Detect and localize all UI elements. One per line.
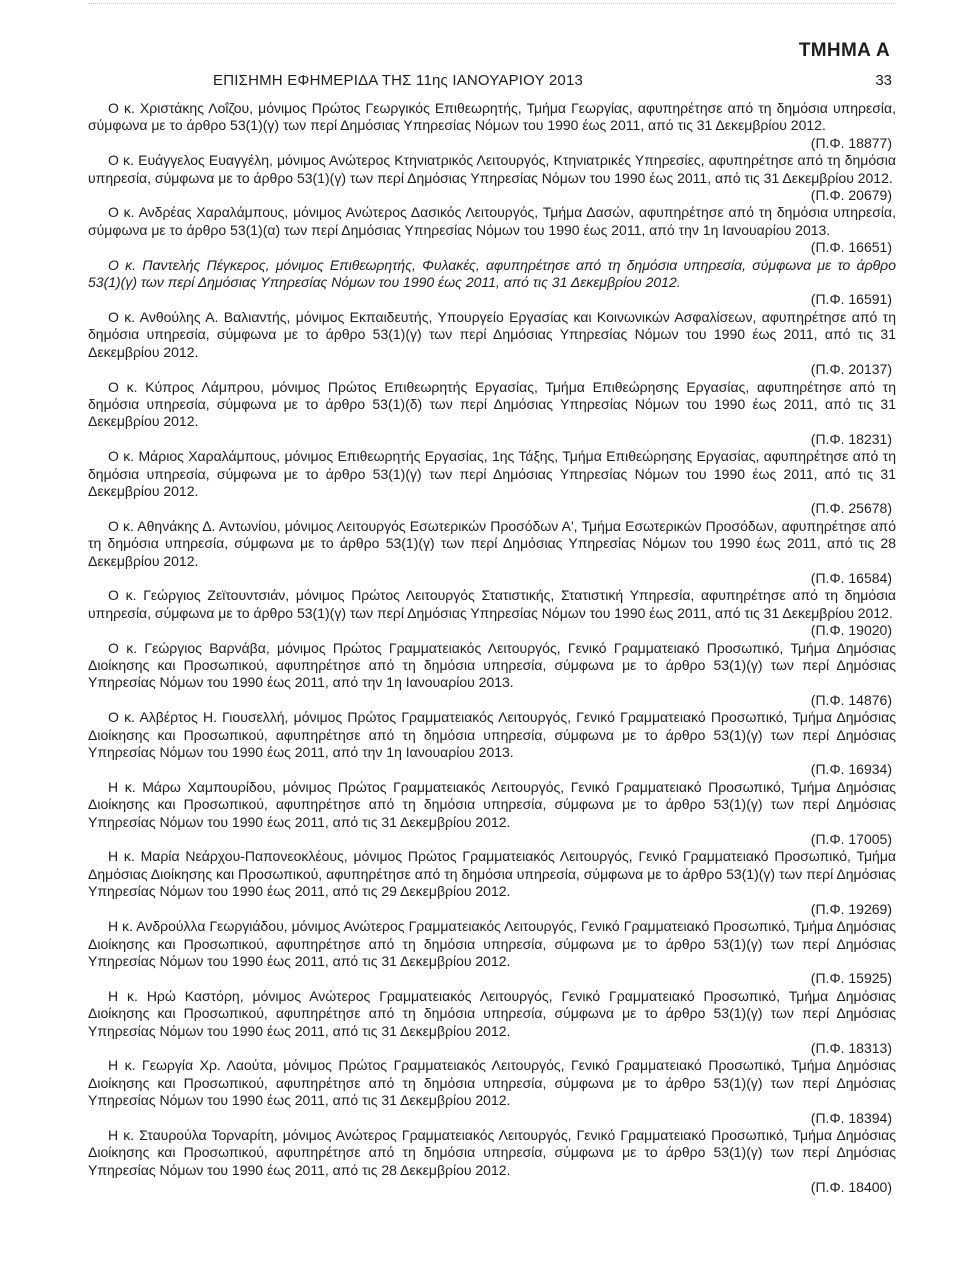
notice-text: Ο κ. Χριστάκης Λοΐζου, μόνιμος Πρώτος Γεωργικός Επιθεωρητής, Τμήμα Γεωργίας, αφυπηρέτησε από τη δημόσια υπηρεσία, σύμφωνα με το άρθρο 53(1)(γ) των περί Δημόσιας Υπηρεσίας Νόμων του 1990 έως 2011, από τις 31 Δεκεμβρίου 2012.	[88, 100, 896, 134]
notice-reference: (Π.Φ. 18313)	[810, 1039, 892, 1056]
notice-text: Η κ. Μαρία Νεάρχου-Παπονεοκλέους, μόνιμος Πρώτος Γραμματειακός Λειτουργός, Γενικό Γραμματειακό Προσωπικό, Τμήμα Δημόσιας Διοίκησης και Προσωπικού, αφυπηρέτησε από τη δημόσια υπηρεσία, σύμφωνα με το άρθρο 53(1)(γ) των περί Δημόσιας Υπηρεσίας Νόμων του 1990 έως 2011, από τις 29 Δεκεμβρίου 2012.	[88, 848, 896, 900]
retirement-notice	[88, 779, 896, 849]
notice-text: Ο κ. Ανθούλης Α. Βαλιαντής, μόνιμος Εκπαιδευτής, Υπουργείο Εργασίας και Κοινωνικών Ασφαλίσεων, αφυπηρέτησε από τη δημόσια υπηρεσία, σύμφωνα με το άρθρο 53(1)(γ) των περί Δημόσιας Υπηρεσίας Νόμων του 1990 έως 2011, από τις 31 Δεκεμβρίου 2012.	[88, 308, 896, 360]
notice-reference: (Π.Φ. 15925)	[810, 970, 892, 987]
notice-reference: (Π.Φ. 16584)	[810, 569, 892, 586]
notice-text: Η κ. Μάρω Χαμπουρίδου, μόνιμος Πρώτος Γραμματειακός Λειτουργός, Γενικό Γραμματειακό Προσωπικό, Τμήμα Δημόσιας Διοίκησης και Προσωπικού, αφυπηρέτησε από τη δημόσια υπηρεσία, σύμφωνα με το άρθρο 53(1)(γ) των περί Δημόσιας Υπηρεσίας Νόμων του 1990 έως 2011, από τις 31 Δεκεμβρίου 2012.	[88, 778, 896, 830]
notice-reference: (Π.Φ. 18877)	[810, 134, 892, 151]
retirement-notice	[88, 257, 896, 309]
retirement-notice	[88, 848, 896, 918]
notice-reference: (Π.Φ. 20679)	[810, 187, 892, 204]
notice-reference: (Π.Φ. 16651)	[810, 239, 892, 256]
retirement-notice	[88, 379, 896, 449]
notice-reference: (Π.Φ. 25678)	[810, 500, 892, 517]
notice-text: Ο κ. Αθηνάκης Δ. Αντωνίου, μόνιμος Λειτουργός Εσωτερικών Προσόδων Α', Τμήμα Εσωτερικών Προσόδων, αφυπηρέτησε από τη δημόσια υπηρεσία, σύμφωνα με το άρθρο 53(1)(γ) των περί Δημόσιας Υπηρεσίας Νόμων του 1990 έως 2011, από τις 28 Δεκεμβρίου 2012.	[88, 517, 896, 569]
notice-text: Η κ. Σταυρούλα Τορναρίτη, μόνιμος Ανώτερος Γραμματειακός Λειτουργός, Γενικό Γραμματειακό Προσωπικό, Τμήμα Δημόσιας Διοίκησης και Προσωπικού, αφυπηρέτησε από τη δημόσια υπηρεσία, σύμφωνα με το άρθρο 53(1)(γ) των περί Δημόσιας Υπηρεσίας Νόμων του 1990 έως 2011, από τις 28 Δεκεμβρίου 2012.	[88, 1126, 896, 1178]
retirement-notice	[88, 1127, 896, 1197]
notice-text: Ο κ. Ευάγγελος Ευαγγέλη, μόνιμος Ανώτερος Κτηνιατρικός Λειτουργός, Κτηνιατρικές Υπηρεσίες, αφυπηρέτησε από τη δημόσια υπηρεσία, σύμφωνα με το άρθρο 53(1)(γ) των περί Δημόσιας Υπηρεσίας Νόμων του 1990 έως 2011, από τις 31 Δεκεμβρίου 2012.	[88, 152, 896, 186]
notice-text: Ο κ. Γεώργιος Βαρνάβα, μόνιμος Πρώτος Γραμματειακός Λειτουργός, Γενικό Γραμματειακό Προσωπικό, Τμήμα Δημόσιας Διοίκησης και Προσωπικού, αφυπηρέτησε από τη δημόσια υπηρεσία, σύμφωνα με το άρθρο 53(1)(γ) των περί Δημόσιας Υπηρεσίας Νόμων του 1990 έως 2011, από την 1η Ιανουαρίου 2013.	[88, 639, 896, 691]
notice-text: Η κ. Ανδρούλλα Γεωργιάδου, μόνιμος Ανώτερος Γραμματειακός Λειτουργός, Γενικό Γραμματειακό Προσωπικό, Τμήμα Δημόσιας Διοίκησης και Προσωπικού, αφυπηρέτησε από τη δημόσια υπηρεσία, σύμφωνα με το άρθρο 53(1)(γ) των περί Δημόσιας Υπηρεσίας Νόμων του 1990 έως 2011, από τις 31 Δεκεμβρίου 2012.	[88, 918, 896, 969]
retirement-notice	[88, 988, 896, 1058]
notice-reference: (Π.Φ. 17005)	[810, 831, 892, 848]
running-header	[88, 72, 892, 94]
retirement-notice	[88, 709, 896, 779]
section-label: ΤΜΗΜΑ Α	[798, 40, 890, 61]
page-number: 33	[875, 72, 892, 89]
notice-text: Ο κ. Μάριος Χαραλάμπους, μόνιμος Επιθεωρητής Εργασίας, 1ης Τάξης, Τμήμα Επιθεώρησης Εργασίας, αφυπηρέτησε από τη δημόσια υπηρεσία, σύμφωνα με το άρθρο 53(1)(γ) των περί Δημόσιας Υπηρεσίας Νόμων του 1990 έως 2011, από τις 31 Δεκεμβρίου 2012.	[88, 448, 896, 499]
retirement-notice	[88, 309, 896, 379]
notice-text: Ο κ. Ανδρέας Χαραλάμπους, μόνιμος Ανώτερος Δασικός Λειτουργός, Τμήμα Δασών, αφυπηρέτησε από τη δημόσια υπηρεσία, σύμφωνα με το άρθρο 53(1)(α) των περί Δημόσιας Υπηρεσίας Νόμων του 1990 έως 2011, από την 1η Ιανουαρίου 2013.	[88, 204, 896, 238]
notice-text: Η κ. Γεωργία Χρ. Λαούτα, μόνιμος Πρώτος Γραμματειακός Λειτουργός, Γενικό Γραμματειακό Προσωπικό, Τμήμα Δημόσιας Διοίκησης και Προσωπικού, αφυπηρέτησε από τη δημόσια υπηρεσία, σύμφωνα με το άρθρο 53(1)(γ) των περί Δημόσιας Υπηρεσίας Νόμων του 1990 έως 2011, από τις 31 Δεκεμβρίου 2012.	[88, 1057, 896, 1109]
notice-reference: (Π.Φ. 20137)	[810, 361, 892, 378]
notices-body	[88, 100, 896, 1200]
retirement-notice	[88, 1057, 896, 1127]
notice-reference: (Π.Φ. 19020)	[810, 622, 892, 639]
retirement-notice	[88, 100, 896, 152]
gazette-title: ΕΠΙΣΗΜΗ ΕΦΗΜΕΡΙΔΑ ΤΗΣ 11ης ΙΑΝΟΥΑΡΙΟΥ 2013	[213, 72, 584, 89]
retirement-notice	[88, 518, 896, 588]
notice-text: Ο κ. Παντελής Πέγκερος, μόνιμος Επιθεωρητής, Φυλακές, αφυπηρέτησε από τη δημόσια υπηρεσία, σύμφωνα με το άρθρο 53(1)(γ) των περί Δημόσιας Υπηρεσίας Νόμων του 1990 έως 2011, από τις 31 Δεκεμβρίου 2012.	[88, 256, 896, 291]
retirement-notice	[88, 204, 896, 256]
notice-reference: (Π.Φ. 16934)	[810, 761, 892, 778]
retirement-notice	[88, 640, 896, 710]
notice-reference: (Π.Φ. 19269)	[810, 900, 892, 917]
gazette-page	[88, 0, 896, 1265]
notice-reference: (Π.Φ. 18231)	[810, 430, 892, 447]
notice-reference: (Π.Φ. 18400)	[810, 1179, 892, 1196]
notice-text: Ο κ. Αλβέρτος Η. Γιουσελλή, μόνιμος Πρώτος Γραμματειακός Λειτουργός, Γενικό Γραμματειακό Προσωπικό, Τμήμα Δημόσιας Διοίκησης και Προσωπικού, αφυπηρέτησε από τη δημόσια υπηρεσία, σύμφωνα με το άρθρο 53(1)(γ) των περί Δημόσιας Υπηρεσίας Νόμων του 1990 έως 2011, από την 1η Ιανουαρίου 2013.	[88, 709, 896, 761]
notice-text: Ο κ. Γεώργιος Ζεϊτουντσιάν, μόνιμος Πρώτος Λειτουργός Στατιστικής, Στατιστική Υπηρεσία, αφυπηρέτησε από τη δημόσια υπηρεσία, σύμφωνα με το άρθρο 53(1)(γ) των περί Δημόσιας Υπηρεσίας Νόμων του 1990 έως 2011, από τις 31 Δεκεμβρίου 2012.	[88, 587, 896, 621]
retirement-notice	[88, 448, 896, 518]
notice-reference: (Π.Φ. 18394)	[810, 1109, 892, 1126]
notice-reference: (Π.Φ. 14876)	[810, 691, 892, 708]
notice-reference: (Π.Φ. 16591)	[810, 291, 892, 308]
retirement-notice	[88, 918, 896, 988]
retirement-notice	[88, 152, 896, 204]
top-rule	[88, 3, 896, 4]
retirement-notice	[88, 587, 896, 639]
notice-text: Ο κ. Κύπρος Λάμπρου, μόνιμος Πρώτος Επιθεωρητής Εργασίας, Τμήμα Επιθεώρησης Εργασίας, αφυπηρέτησε από τη δημόσια υπηρεσία, σύμφωνα με το άρθρο 53(1)(δ) των περί Δημόσιας Υπηρεσίας Νόμων του 1990 έως 2011, από τις 31 Δεκεμβρίου 2012.	[88, 378, 896, 430]
notice-text: Η κ. Ηρώ Καστόρη, μόνιμος Ανώτερος Γραμματειακός Λειτουργός, Γενικό Γραμματειακό Προσωπικό, Τμήμα Δημόσιας Διοίκησης και Προσωπικού, αφυπηρέτησε από τη δημόσια υπηρεσία, σύμφωνα με το άρθρο 53(1)(γ) των περί Δημόσιας Υπηρεσίας Νόμων του 1990 έως 2011, από τις 31 Δεκεμβρίου 2012.	[88, 987, 896, 1039]
